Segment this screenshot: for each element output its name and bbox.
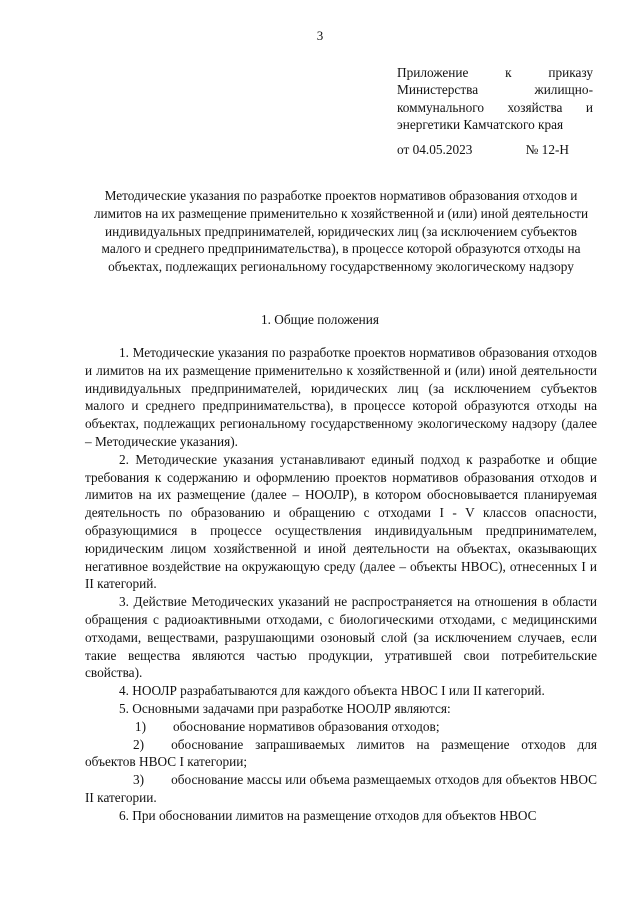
task-text: обоснование массы или объема размещаемых отходов для объектов НВОС II категории. — [85, 772, 597, 805]
task-item-1 — [85, 718, 597, 736]
paragraph-6: 6. При обосновании лимитов на размещение отходов для объектов НВОС — [119, 807, 537, 823]
task-number: 3) — [133, 772, 145, 788]
paragraph-5: 5. Основными задачами при разработке НООЛР являются: — [119, 700, 451, 716]
appendix-line-3: коммунального хозяйства и — [397, 99, 593, 115]
task-number: 2) — [133, 736, 145, 752]
page-number: 3 — [316, 28, 324, 43]
document-body — [85, 344, 597, 825]
paragraph-1: 1. Методические указания по разработке проектов нормативов образования отходов и лимитов на их размещение применительно к хозяйственной и (или) иной деятельности индивидуальных предпринимателей, юридических лиц (за исключением субъектов малого и среднего предпринимательства), в процессе которой образуются отходы на объектах, подлежащих региональному государственному экологическому надзору (далее – Методические указания). — [85, 345, 597, 449]
paragraph-3: 3. Действие Методических указаний не распространяется на отношения в области обращения с радиоактивными отходами, с биологическими отходами, с медицинскими отходами, веществами, разрушающими озоновый слой (за исключением случаев, если такие вещества являются частью продукции, утратившей свои потребительские свойства). — [85, 594, 597, 681]
document-title: Методические указания по разработке проектов нормативов образования отходов и лимитов на их размещение применительно к хозяйственной и (или) иной деятельности индивидуальных предпринимателей, юридических лиц (за исключением субъектов малого и среднего предпринимательства), в процессе которой образуются отходы на объектах, подлежащих региональному государственному экологическому надзору — [93, 188, 589, 275]
appendix-line-1: Приложение к приказу — [397, 65, 593, 80]
paragraph-4: 4. НООЛР разрабатываются для каждого объекта НВОС I или II категорий. — [119, 683, 545, 699]
order-reference — [397, 141, 593, 158]
task-text: обоснование запрашиваемых лимитов на размещение отходов для объектов НВОС I категории; — [85, 736, 597, 770]
task-number: 1) — [134, 718, 146, 734]
task-item-3 — [85, 771, 597, 807]
task-item-2 — [85, 736, 597, 772]
appendix-line-4: энергетики Камчатского края — [397, 117, 564, 133]
paragraph-2: 2. Методические указания устанавливают единый подход к разработке и общие требования к содержанию и оформлению проектов нормативов образования отходов и лимитов на их размещение (далее – НООЛР), в котором обосновывается планируемая деятельность по образованию и обращению с отходами I - V классов опасности, образующимися в процессе осуществления индивидуальным предпринимателем, юридическим лицом хозяйственной и иной деятельности на объектах, оказывающих негативное воздействие на окружающую среду (далее – объекты НВОС), отнесенных I и II категорий. — [85, 451, 597, 592]
order-date: от 04.05.2023 — [397, 141, 473, 157]
appendix-block — [397, 64, 593, 158]
task-text: обоснование нормативов образования отходов; — [173, 718, 440, 734]
order-number: № 12-Н — [525, 141, 569, 157]
appendix-line-2: Министерства жилищно- — [397, 82, 593, 98]
section-heading: 1. Общие положения — [260, 312, 380, 327]
